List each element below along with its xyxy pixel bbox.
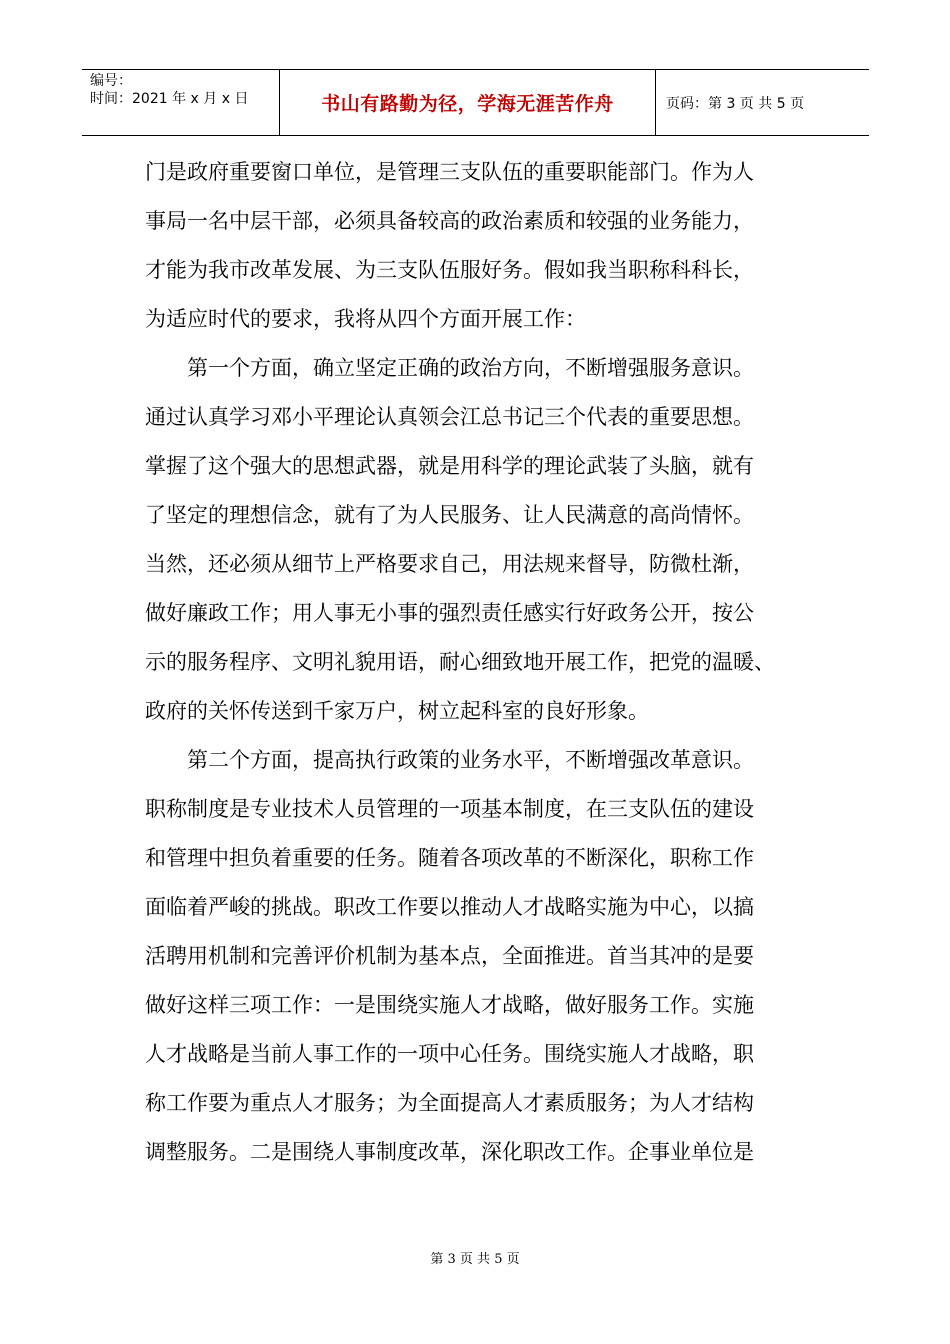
body-line: 当然，还必须从细节上严格要求自己，用法规来督导，防微杜渐，: [145, 552, 754, 576]
header-motto-cell: [280, 70, 656, 135]
body-line: 和管理中担负着重要的任务。随着各项改革的不断深化，职称工作: [145, 846, 754, 870]
document-header: [82, 69, 869, 136]
header-meta: [82, 70, 280, 135]
body-line: 职称制度是专业技术人员管理的一项基本制度，在三支队伍的建设: [145, 797, 754, 821]
document-number-label: 编号：: [90, 73, 132, 89]
body-line: 政府的关怀传送到千家万户，树立起科室的良好形象。: [145, 699, 649, 723]
header-page-info: [656, 70, 869, 135]
body-line: 人才战略是当前人事工作的一项中心任务。围绕实施人才战略，职: [145, 1042, 754, 1066]
body-line: 面临着严峻的挑战。职改工作要以推动人才战略实施为中心，以搞: [145, 895, 754, 919]
document-date: 时间：2021 年 x 月 x 日: [90, 91, 249, 107]
body-line: 了坚定的理想信念，就有了为人民服务、让人民满意的高尚情怀。: [145, 503, 754, 527]
body-line: 门是政府重要窗口单位，是管理三支队伍的重要职能部门。作为人: [145, 160, 754, 184]
body-line: 掌握了这个强大的思想武器，就是用科学的理论武装了头脑，就有: [145, 454, 754, 478]
body-line: 调整服务。二是围绕人事制度改革，深化职改工作。企事业单位是: [145, 1140, 754, 1164]
body-line: 事局一名中层干部，必须具备较高的政治素质和较强的业务能力，: [145, 209, 754, 233]
body-line: 才能为我市改革发展、为三支队伍服好务。假如我当职称科科长，: [145, 258, 754, 282]
body-line: 第二个方面，提高执行政策的业务水平，不断增强改革意识。: [187, 748, 754, 772]
footer-page-number: 第 3 页 共 5 页: [430, 1252, 520, 1267]
page-footer: [0, 1248, 950, 1267]
body-line: 做好廉政工作；用人事无小事的强烈责任感实行好政务公开，按公: [145, 601, 754, 625]
body-line: 通过认真学习邓小平理论认真领会江总书记三个代表的重要思想。: [145, 405, 754, 429]
document-body: [145, 148, 815, 1177]
body-line: 做好这样三项工作：一是围绕实施人才战略，做好服务工作。实施: [145, 993, 754, 1017]
body-line: 为适应时代的要求，我将从四个方面开展工作：: [145, 307, 586, 331]
body-line: 第一个方面，确立坚定正确的政治方向，不断增强服务意识。: [187, 356, 754, 380]
header-motto: 书山有路勤为径，学海无涯苦作舟: [321, 93, 614, 115]
page-info-text: 页码：第 3 页 共 5 页: [666, 95, 805, 112]
body-line: 活聘用机制和完善评价机制为基本点，全面推进。首当其冲的是要: [145, 944, 754, 968]
body-line: 示的服务程序、文明礼貌用语，耐心细致地开展工作，把党的温暖、: [145, 650, 775, 674]
body-line: 称工作要为重点人才服务；为全面提高人才素质服务；为人才结构: [145, 1091, 754, 1115]
